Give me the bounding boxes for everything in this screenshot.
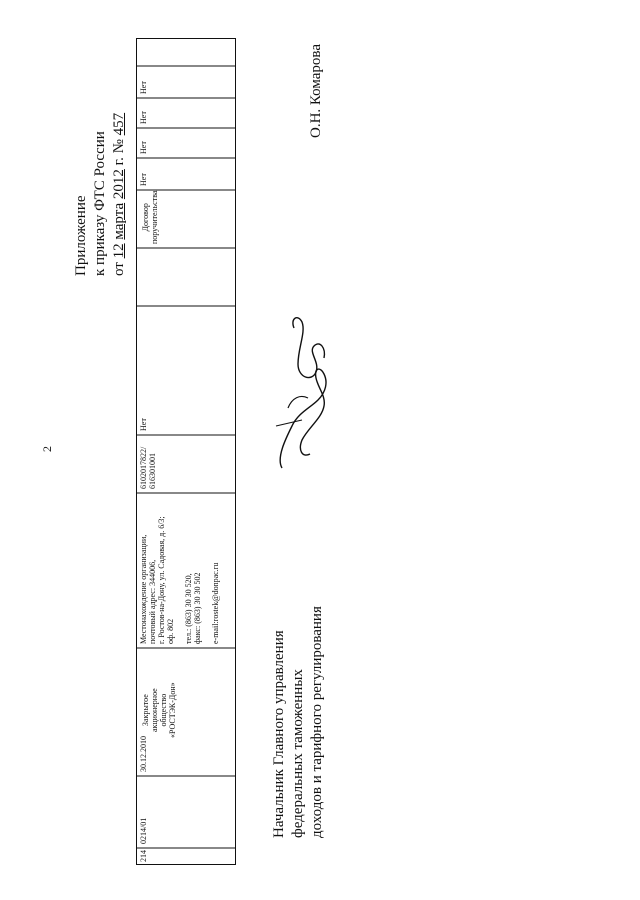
position-line: федеральных таможенных bbox=[290, 669, 306, 838]
inn-line: 6102017822/ bbox=[139, 446, 148, 489]
appendix-month: марта bbox=[111, 202, 127, 240]
cell-field-1: Нет bbox=[139, 418, 148, 431]
handwritten-signature bbox=[268, 308, 338, 473]
cell-code: 0214/01 bbox=[139, 817, 148, 844]
official-position bbox=[270, 606, 327, 838]
cell-date: 30.12.2010 bbox=[139, 736, 148, 772]
address-line: почтовый адрес: 344006, bbox=[148, 559, 157, 644]
registry-table bbox=[136, 38, 236, 865]
address-line: Местонахождение организации, bbox=[139, 534, 148, 644]
contract-line: Договор bbox=[141, 203, 150, 232]
position-line: Начальник Главного управления bbox=[271, 630, 287, 838]
cell-org-name bbox=[141, 682, 177, 738]
cell-contract bbox=[141, 191, 159, 244]
contract-line: поручительства bbox=[150, 190, 159, 244]
appendix-order-ref: к приказу ФТС России bbox=[92, 131, 108, 276]
cell-inn-kpp bbox=[139, 447, 157, 489]
appendix-year-suffix: г. bbox=[111, 157, 127, 166]
page-number: 2 bbox=[40, 446, 54, 452]
cell-flag-3: Нет bbox=[139, 111, 148, 124]
appendix-order-number: 457 bbox=[111, 112, 127, 136]
appendix-year: 2012 bbox=[111, 169, 127, 200]
appendix-title: Приложение bbox=[73, 195, 89, 276]
email-line: e-mail:rostek@donpac.ru bbox=[211, 562, 220, 644]
cell-address bbox=[139, 516, 220, 644]
phone-line: тел.: (863) 30 30 520, bbox=[184, 573, 193, 644]
appendix-date-line bbox=[110, 113, 129, 276]
address-line: г. Ростов-на-Дону, ул. Садовая, д. 6/3; bbox=[157, 516, 166, 644]
org-name-line: Закрытое bbox=[141, 694, 150, 727]
org-name-line: общество bbox=[159, 693, 168, 727]
address-line: оф. 802 bbox=[166, 618, 175, 644]
fax-line: факс: (863) 30 30 502 bbox=[193, 572, 202, 644]
org-name-line: акционерное bbox=[150, 688, 159, 733]
position-line: доходов и тарифного регулирования bbox=[309, 606, 325, 838]
appendix-day: 12 bbox=[111, 243, 127, 259]
appendix-header bbox=[72, 113, 129, 276]
kpp-line: 616301001 bbox=[148, 453, 157, 489]
appendix-prefix-ot: от bbox=[111, 262, 127, 276]
cell-flag-4: Нет bbox=[139, 81, 148, 94]
cell-index: 214 bbox=[139, 850, 148, 862]
org-name-line: «РОСТЭК-Дон» bbox=[168, 682, 177, 738]
appendix-number-sign: № bbox=[111, 139, 127, 154]
cell-flag-2: Нет bbox=[139, 141, 148, 154]
signatory-name: О.Н. Комарова bbox=[308, 44, 324, 138]
cell-flag-1: Нет bbox=[139, 173, 148, 186]
